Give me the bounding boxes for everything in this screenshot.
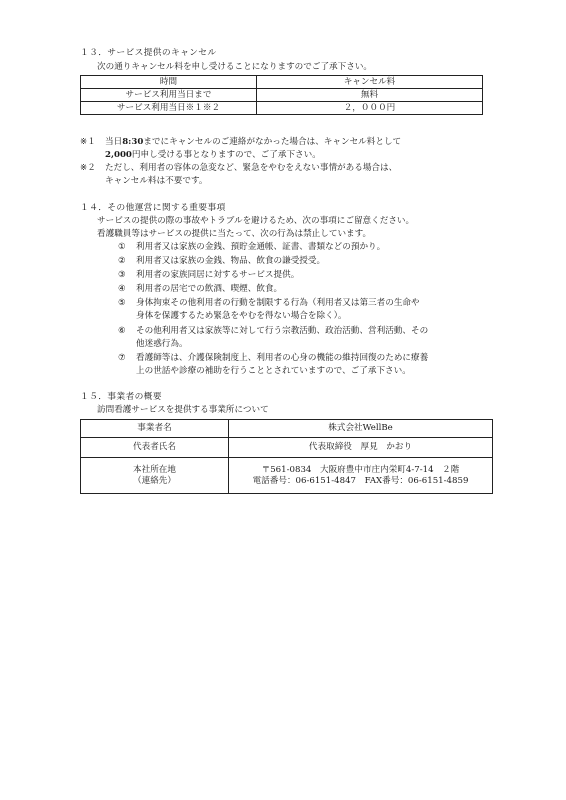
table-row — [81, 420, 493, 438]
table-cell: サービス利用当日まで — [81, 89, 257, 102]
note-2-line-2: キャンセル料は不要です。 — [105, 176, 208, 186]
note-1-mark: ※１ — [80, 137, 96, 147]
table-row — [81, 89, 483, 102]
company-table — [80, 419, 493, 494]
value-address — [229, 458, 493, 494]
table-header-row — [81, 76, 483, 89]
list-item-continuation: 身体を保護するため緊急をやむを得ない場合を除く）。 — [136, 311, 347, 321]
table-row — [81, 458, 493, 494]
table-cell: ２，０００円 — [257, 102, 483, 115]
list-item-number: ⑥ — [118, 326, 126, 336]
table-cell: 無料 — [257, 89, 483, 102]
cancellation-table — [80, 75, 483, 115]
note-2-mark: ※２ — [80, 163, 96, 173]
note-2-line-1: ただし、利用者の容体の急変など、緊急をやむをえない事情がある場合は、 — [105, 163, 398, 173]
table-cell: サービス利用当日※１※２ — [81, 102, 257, 115]
value-representative: 代表取締役 厚見 かおり — [229, 438, 493, 458]
list-item: その他利用者又は家族等に対して行う宗教活動、政治活動、営利活動、その — [136, 326, 429, 336]
value-contact-line: 電話番号：06-6151-4847 FAX番号：06-6151-4859 — [252, 475, 469, 486]
section-13-intro: 次の通りキャンセル料を申し受けることになりますのでご了承下さい。 — [97, 62, 373, 72]
label-address-line-2: （連絡先） — [133, 475, 176, 486]
label-company-name: 事業者名 — [81, 420, 229, 438]
column-header-fee: キャンセル料 — [257, 76, 483, 89]
label-address — [81, 458, 229, 494]
list-item-number: ② — [118, 256, 126, 266]
value-company-name: 株式会社WellBe — [229, 420, 493, 438]
list-item-continuation: 上の世話や診療の補助を行うこととされていますので、ご了承下さい。 — [136, 366, 411, 376]
label-address-line-1: 本社所在地 — [133, 464, 176, 475]
list-item: 利用者又は家族の金銭、預貯金通帳、証書、書類などの預かり。 — [136, 242, 386, 252]
section-13-heading: １３．サービス提供のキャンセル — [80, 48, 217, 58]
column-header-time: 時間 — [81, 76, 257, 89]
list-item-number: ⑤ — [118, 298, 126, 308]
section-14-heading: １４．その他運営に関する重要事項 — [80, 203, 226, 213]
list-item-number: ① — [118, 242, 126, 252]
list-item: 看護師等は、介護保険制度上、利用者の心身の機能の維持回復のために療養 — [136, 353, 429, 363]
list-item-number: ⑦ — [118, 353, 126, 363]
list-item-continuation: 他迷惑行為。 — [136, 339, 188, 349]
section-14-intro-1: サービスの提供の際の事故やトラブルを避けるため、次の事項にご留意ください。 — [97, 216, 415, 226]
table-row — [81, 102, 483, 115]
section-15-intro: 訪問看護サービスを提供する事業所について — [97, 405, 269, 415]
table-row — [81, 438, 493, 458]
section-15-heading: １５．事業者の概要 — [80, 392, 162, 402]
value-address-line-1: 〒561-0834 大阪府豊中市庄内栄町4-7-14 ２階 — [261, 464, 460, 475]
list-item: 利用者又は家族の金銭、物品、飲食の謙受授受。 — [136, 256, 326, 266]
label-representative: 代表者氏名 — [81, 438, 229, 458]
list-item: 利用者の家族同居に対するサービス提供。 — [136, 270, 300, 280]
list-item-number: ④ — [118, 284, 126, 294]
section-14-intro-2: 看護職員等はサービスの提供に当たって、次の行為は禁止しています。 — [97, 229, 372, 239]
list-item: 利用者の居宅での飲酒、喫煙、飲食。 — [136, 284, 283, 294]
list-item: 身体拘束その他利用者の行動を制限する行為（利用者又は第三者の生命や — [136, 298, 420, 308]
list-item-number: ③ — [118, 270, 126, 280]
note-1-line-2: 2,000円申し受ける事となりますので、ご了承下さい。 — [105, 150, 321, 160]
note-1-line-1: 当日8:30までにキャンセルのご連絡がなかった場合は、キャンセル料として — [105, 137, 402, 147]
